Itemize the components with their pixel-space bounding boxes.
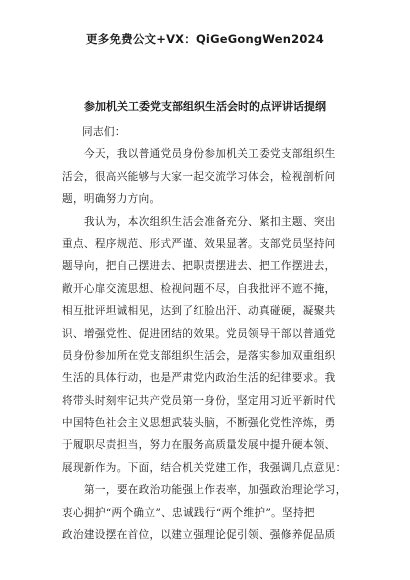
body-text-line: 展现新作为。下面，结合机关党建工作，我强调几点意见： <box>62 461 347 474</box>
salutation: 同志们： <box>82 126 126 138</box>
body-text-line: 政治建设摆在首位，以建立强理论促引领、强修养促品质 <box>62 529 336 542</box>
body-text-line: 重点、程序规范、形式严谨、效果显著。支部党员坚持问 <box>62 237 336 250</box>
body-text-line: 于履职尽责担当，努力在服务高质量发展中提升硬本领、 <box>62 439 336 452</box>
body-text-line: 生活的具体行动，也是严肃党内政治生活的纪律要求。我 <box>62 372 336 385</box>
body-text-line: 今天，我以普通党员身份参加机关工委党支部组织生 <box>84 148 336 161</box>
body-text-line: 相互批评坦诚相见，达到了红脸出汗、动真碰硬，凝聚共 <box>62 305 336 318</box>
body-text-line: 识、增强党性、促进团结的效果。党员领导干部以普通党 <box>62 327 336 340</box>
document-body <box>62 121 352 546</box>
body-text-line: 我认为，本次组织生活会准备充分、紧扣主题、突出 <box>84 215 336 228</box>
body-text-line: 员身份参加所在党支部组织生活会，是落实参加双重组织 <box>62 349 336 362</box>
document-title: 参加机关工委党支部组织生活会时的点评讲话提纲 <box>84 100 326 113</box>
promo-header: 更多免费公文+VX：QiGeGongWen2024 <box>86 32 324 46</box>
body-text-line: 中国特色社会主义思想武装头脑，不断强化党性淬炼，勇 <box>62 417 336 430</box>
body-text-line: 敞开心扉交流思想、检视问题不尽，自我批评不遮不掩， <box>62 282 336 295</box>
body-text-line: 题，明确努力方向。 <box>62 193 161 206</box>
body-text-line: 题导向，把自己摆进去、把职责摆进去、把工作摆进去， <box>62 260 336 273</box>
body-text-line: 活会，很高兴能够与大家一起交流学习体会，检视剖析问 <box>62 170 336 183</box>
body-text-line: 将带头时刻牢记共产党员第一身份，坚定用习近平新时代 <box>62 394 336 407</box>
paragraph-lines <box>62 143 352 546</box>
body-text-line: 衷心拥护“两个确立”、忠诚践行“两个维护”。坚持把 <box>62 506 315 519</box>
body-text-line: 第一，要在政治功能强上作表率，加强政治理论学习， <box>84 484 347 497</box>
